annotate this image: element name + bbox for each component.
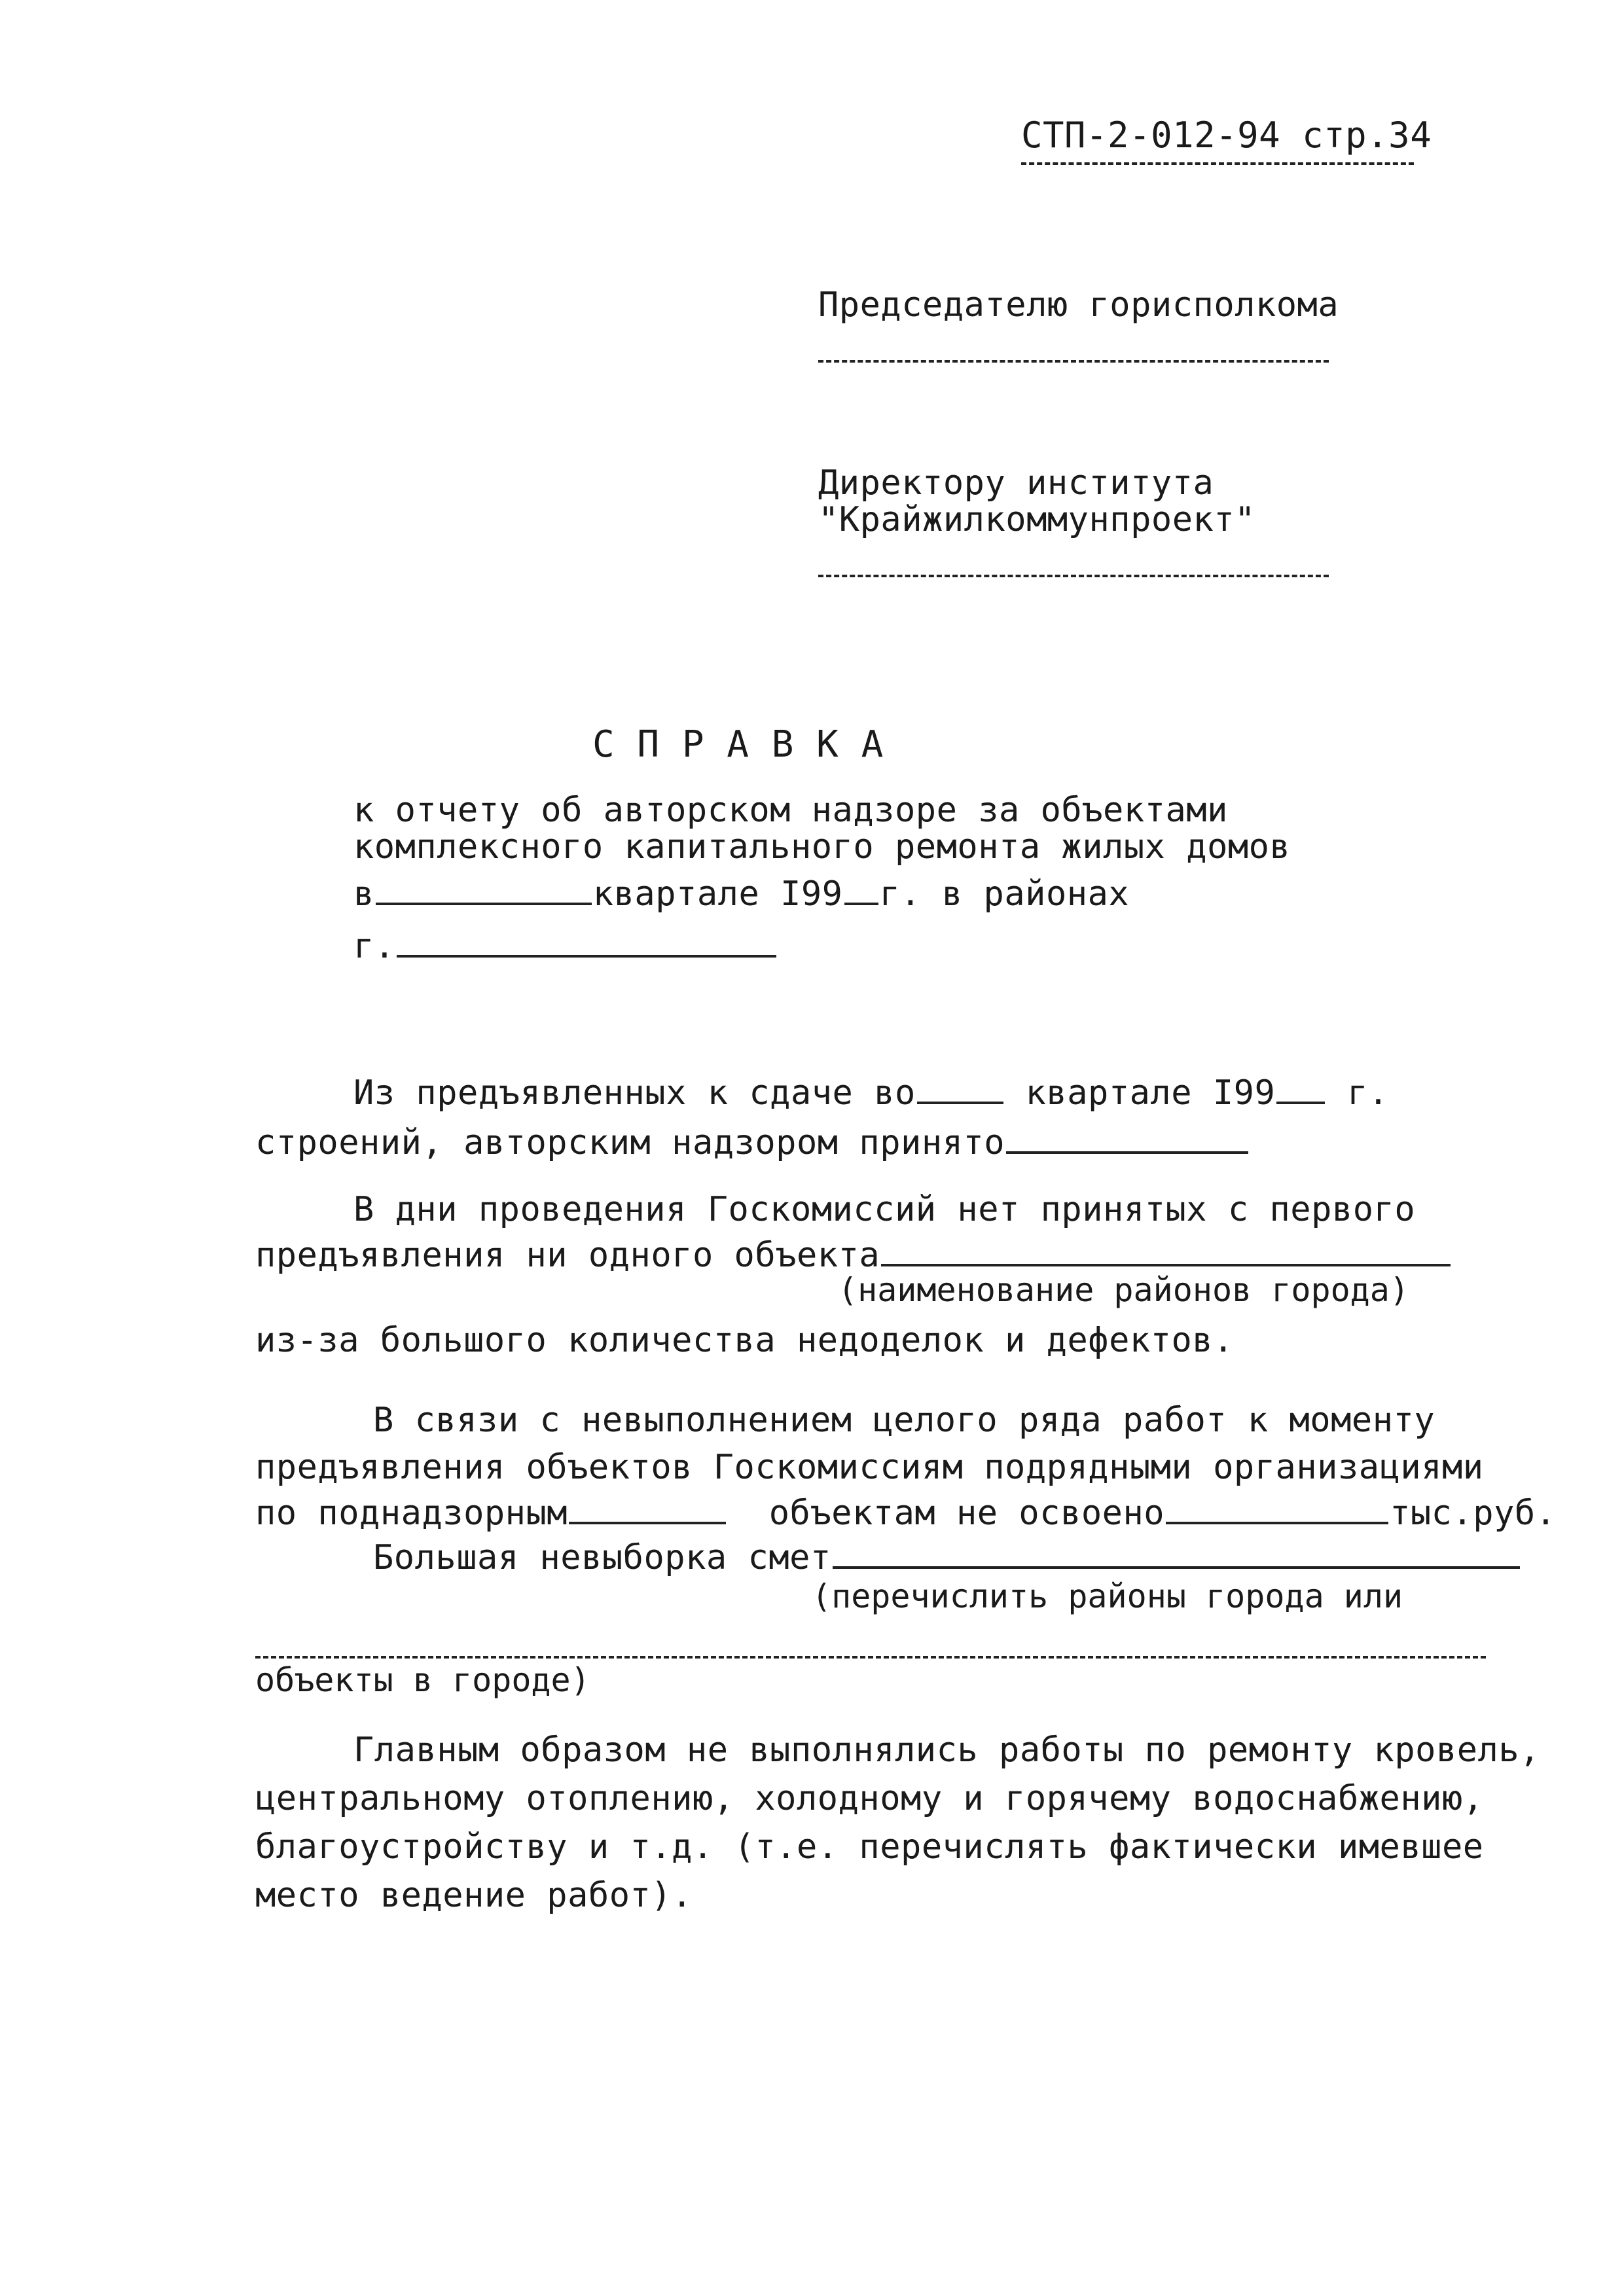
p1-text-a: Из предъявленных к сдаче во	[353, 1073, 916, 1113]
paragraph-2-line-1: В дни проведения Госкомиссий нет принятых с первого	[353, 1190, 1416, 1229]
header-underline	[1021, 162, 1414, 165]
sub3-suffix: г. в районах	[879, 874, 1130, 914]
addressee-institute: "Крайжилкоммунпроект"	[818, 500, 1255, 539]
p2-text-b: предъявления ни одного объекта	[255, 1236, 880, 1275]
paragraph-3-line-3	[255, 1494, 1557, 1533]
document-heading: С П Р А В К А	[592, 723, 884, 766]
p4-caption: (перечислить районы города или	[812, 1577, 1403, 1615]
paragraph-3-line-2: предъявления объектов Госкомиссиям подрядными организациями	[255, 1448, 1484, 1487]
p4-caption-continued: объекты в городе)	[255, 1661, 590, 1699]
paragraph-4-line-1	[373, 1538, 1521, 1577]
p2-caption: (наименование районов города)	[838, 1271, 1409, 1309]
sub3-quarter: квартале I99	[592, 874, 843, 914]
paragraph-1-line-2	[255, 1123, 1250, 1162]
paragraph-5-line-3: благоустройству и т.д. (т.е. перечислять фактически имевшее	[255, 1827, 1484, 1867]
p3-amount-blank	[1166, 1522, 1388, 1524]
p4-estimates-blank	[833, 1566, 1520, 1569]
heading-subtitle-4	[353, 927, 778, 966]
paragraph-3-line-1: В связи с невыполнением целого ряда работ к моменту	[373, 1401, 1435, 1440]
p4-text-a: Большая невыборка смет	[373, 1538, 831, 1577]
paragraph-5-line-2: центральному отоплению, холодному и горячему водоснабжению,	[255, 1779, 1484, 1818]
p1-accepted-blank	[1006, 1151, 1248, 1154]
heading-subtitle-2: комплексного капитального ремонта жилых домов	[353, 827, 1291, 867]
paragraph-2-line-2	[255, 1236, 1452, 1275]
addressee-chairman: Председателю горисполкома	[818, 285, 1339, 325]
paragraph-5-line-1: Главным образом не выполнялись работы по ремонту кровель,	[353, 1731, 1540, 1770]
p2-object-blank	[881, 1264, 1451, 1266]
p3-objects-blank	[569, 1522, 726, 1524]
addressee-director: Директору института	[818, 463, 1214, 503]
quarter-blank	[376, 903, 592, 905]
paragraph-5-line-4: место ведение работ).	[255, 1876, 693, 1915]
p1-text-c: г.	[1347, 1073, 1389, 1113]
sub3-prefix: в	[353, 874, 374, 914]
p3-text-c3: тыс.руб.	[1390, 1494, 1557, 1533]
year-blank	[844, 903, 878, 905]
p3-text-c1: по поднадзорным	[255, 1494, 568, 1533]
heading-subtitle-1: к отчету об авторском надзоре за объектами	[353, 791, 1228, 830]
p1-quarter-blank	[917, 1102, 1003, 1104]
addressee-director-blank	[818, 575, 1329, 577]
p1-text-b: квартале I99	[1025, 1073, 1276, 1113]
document-reference: СТП-2-012-94 стр.34	[1021, 115, 1432, 156]
addressee-chairman-blank	[818, 360, 1329, 363]
p1-text-d: строений, авторским надзором принято	[255, 1123, 1005, 1162]
heading-subtitle-3	[353, 874, 1130, 914]
city-blank	[397, 955, 776, 958]
p3-text-c2: объектам не освоено	[768, 1494, 1165, 1533]
p4-continuation-blank	[255, 1656, 1486, 1659]
paragraph-1-line-1	[353, 1073, 1389, 1113]
paragraph-2-line-3: из-за большого количества недоделок и дефектов.	[255, 1321, 1234, 1360]
p1-year-blank	[1276, 1102, 1325, 1104]
city-prefix: г.	[353, 927, 395, 966]
